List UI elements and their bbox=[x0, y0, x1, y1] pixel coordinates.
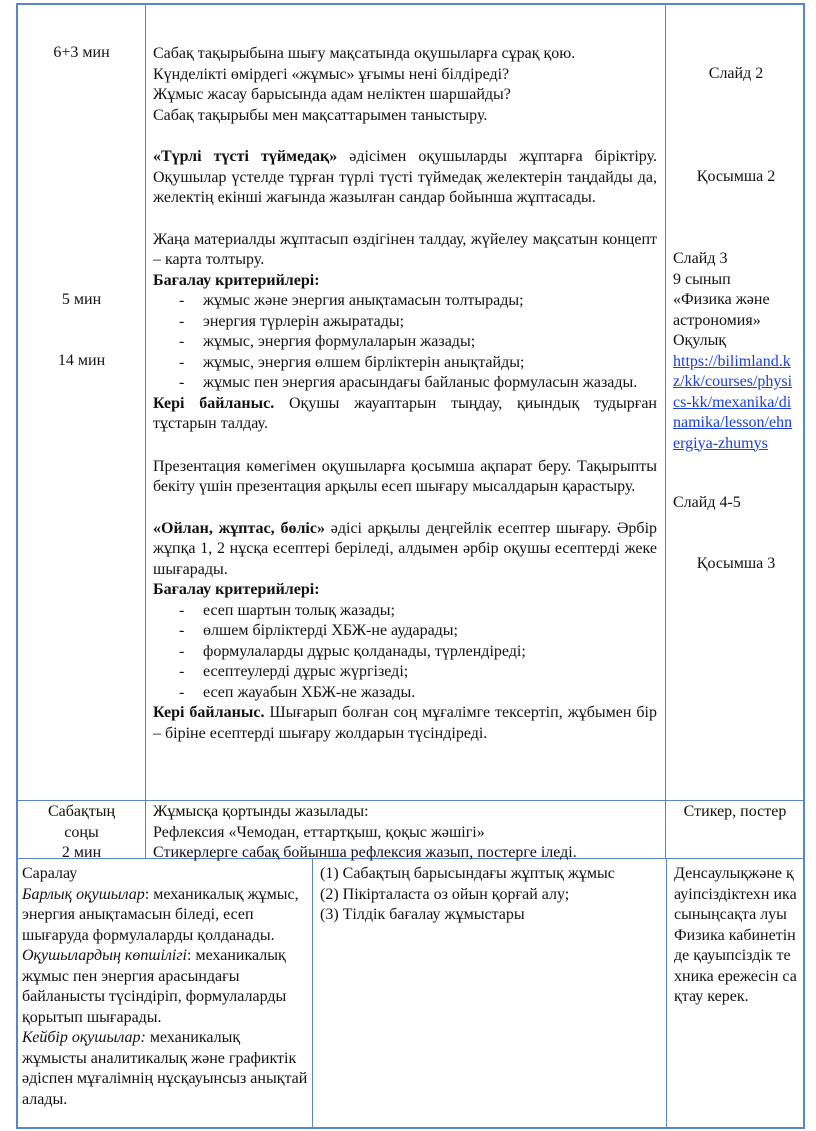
resource-slide-3: Слайд 3 bbox=[673, 250, 728, 267]
differentiation-all: Барлық оқушылар: механикалық жұмыс, энергия анықтамасын біледі, есеп шығаруда формулаларды қолданады. bbox=[22, 885, 299, 944]
end-time-line-2: соңы bbox=[64, 823, 99, 841]
bottom-col-divider-1 bbox=[312, 858, 313, 1129]
differentiation-most: Оқушылардың көпшілігі: механикалық жұмыс пен энергия арасындағы байланысты түсіндіріп, формулаларды қорытып шығарады. bbox=[22, 947, 287, 1026]
differentiation-title: Саралау bbox=[22, 865, 78, 882]
criteria-title-1: Бағалау критерийлері: bbox=[153, 271, 320, 289]
think-pair-share-title: «Ойлан, жұптас, бөліс» bbox=[153, 519, 325, 537]
feedback-1-label: Кері байланыс. bbox=[153, 394, 275, 412]
feedback-2-label: Кері байланыс. bbox=[153, 704, 265, 721]
activity-cell-end bbox=[153, 802, 657, 864]
list-item: - жұмыс және энергия анықтамасын толтырады; bbox=[153, 291, 657, 312]
assessment-item-1: (1) Сабақтың барысындағы жұптық жұмыс bbox=[320, 865, 615, 882]
resource-grade: 9 сынып bbox=[673, 270, 731, 288]
resource-book-title: «Физика және астрономия» bbox=[673, 291, 770, 329]
resource-book-label: Оқулық bbox=[673, 332, 727, 349]
resource-slide-2: Слайд 2 bbox=[708, 65, 764, 82]
assessment-item-2: (2) Пікірталаста оз ойын қорғай алу; bbox=[320, 885, 570, 903]
time-cell-main bbox=[18, 0, 145, 800]
criteria-list-1 bbox=[153, 291, 657, 394]
row-divider-1 bbox=[16, 800, 805, 801]
table-border-bottom bbox=[16, 1127, 805, 1129]
end-line-3: Стикерлерге сабақ бойынша рефлексия жазып, постерге іледі. bbox=[153, 844, 577, 861]
presentation-task: Презентация көмегімен оқушыларға қосымша ақпарат беру. Тақырыпты бекіту үшін презентация арқылы есеп шығару мысалдарын қарастыру. bbox=[153, 457, 657, 495]
think-pair-share-text: әдісі арқылы деңгейлік есептер шығару. Әрбір жұпқа 1, 2 нұсқа есептері беріледі, алдымен әрбір оқушы есептерді жеке шығарады. bbox=[153, 519, 658, 578]
activity-cell-main bbox=[153, 44, 657, 744]
resource-appendix-3: Қосымша 3 bbox=[696, 555, 776, 572]
resource-slide-4-5: Слайд 4-5 bbox=[673, 494, 741, 511]
end-line-2: Рефлексия «Чемодан, еттартқыш, қоқыс жәшігі» bbox=[153, 823, 485, 841]
time-5: 5 мин bbox=[61, 291, 102, 308]
end-line-1: Жұмысқа қортынды жазылады: bbox=[153, 803, 369, 820]
list-item: - жұмыс пен энергия арасындағы байланыс формуласын жазады. bbox=[153, 373, 657, 394]
list-item: - жұмыс, энергия формулаларын жазады; bbox=[153, 332, 657, 353]
resources-cell-main bbox=[673, 0, 799, 800]
intro-line-2: Күнделікті өмірдегі «жұмыс» ұғымы нені білдіреді? bbox=[153, 65, 510, 83]
list-item: - формулаларды дұрыс қолданады, түрлендіреді; bbox=[153, 642, 657, 663]
intro-line-1: Сабақ тақырыбына шығу мақсатында оқушыларға сұрақ қою. bbox=[153, 45, 576, 62]
feedback-1-text: Оқушы жауаптарын тыңдау, қиындық тудырған тұстарын талдау. bbox=[153, 394, 657, 432]
table-border-right bbox=[803, 3, 805, 1129]
end-time-line-1: Сабақтың bbox=[47, 803, 116, 820]
resources-cell-end: Стикер, постер bbox=[683, 803, 787, 820]
list-item: - жұмыс, энергия өлшем бірліктерін анықтайды; bbox=[153, 353, 657, 374]
safety-cell: Денсаулықжәне қауіпсіздіктехн икасыныңсақта луы Физика кабинетінде қауыпсіздік техника ережесін сақтау керек. bbox=[674, 865, 797, 1005]
grouping-method-title: «Түрлі түсті түймедақ» bbox=[153, 148, 338, 165]
think-pair-share bbox=[153, 519, 657, 581]
bilimland-link[interactable]: https://bilimland.kz/kk/courses/physics-kk/mexanika/dinamika/lesson/ehnergiya-zhumys bbox=[673, 352, 793, 452]
list-item: - есеп шартын толық жазады; bbox=[153, 601, 657, 622]
time-cell-end bbox=[18, 802, 145, 864]
concept-map-task: Жаңа материалды жұптасып өздігінен талдау, жүйелеу мақсатын концепт – карта толтыру. bbox=[153, 230, 657, 268]
assessment-cell bbox=[320, 864, 660, 926]
time-14: 14 мин bbox=[57, 352, 106, 369]
end-time-line-3: 2 мин bbox=[61, 844, 102, 861]
feedback-2 bbox=[153, 703, 657, 744]
time-6-3: 6+3 мин bbox=[53, 44, 110, 61]
grouping-method bbox=[153, 147, 657, 209]
list-item: - есептеулерді дұрыс жүргізеді; bbox=[153, 662, 657, 683]
list-item: - энергия түрлерін ажыратады; bbox=[153, 312, 657, 333]
grouping-method-text: әдісімен оқушыларды жұптарға біріктіру. Оқушылар үстелде тұрған түрлі түсті түймедақ желектерін таңдайды да, желектің екінші жағында жазылған сандар бойынша жұптасады. bbox=[153, 148, 657, 206]
feedback-2-text: Шығарып болған соң мұғалімге тексертіп, жұбымен бір – біріне есептерді шығару жолдарын түсіндіреді. bbox=[153, 704, 657, 742]
criteria-list-2 bbox=[153, 601, 657, 704]
col-divider-1 bbox=[145, 3, 146, 859]
list-item: - есеп жауабын ХБЖ-не жазады. bbox=[153, 683, 657, 704]
criteria-title-2: Бағалау критерийлері: bbox=[153, 581, 320, 598]
resource-textbook bbox=[673, 249, 799, 454]
assessment-item-3: (3) Тілдік бағалау жұмыстары bbox=[320, 906, 525, 923]
col-divider-2 bbox=[665, 3, 666, 859]
intro-line-3: Жұмыс жасау барысында адам неліктен шаршайды? bbox=[153, 86, 511, 103]
differentiation-cell bbox=[22, 864, 308, 1110]
feedback-1 bbox=[153, 394, 657, 435]
list-item: - өлшем бірліктерді ХБЖ-не аударады; bbox=[153, 621, 657, 642]
differentiation-some: Кейбір оқушылар: механикалық жұмысты аналитикалық және графиктік әдіспен мұғалімнің нұсқауынсыз анықтай алады. bbox=[22, 1029, 308, 1108]
resource-appendix-2: Қосымша 2 bbox=[696, 168, 776, 185]
intro-line-4: Сабақ тақырыбы мен мақсаттарымен таныстыру. bbox=[153, 106, 488, 124]
bottom-col-divider-2 bbox=[666, 858, 667, 1129]
